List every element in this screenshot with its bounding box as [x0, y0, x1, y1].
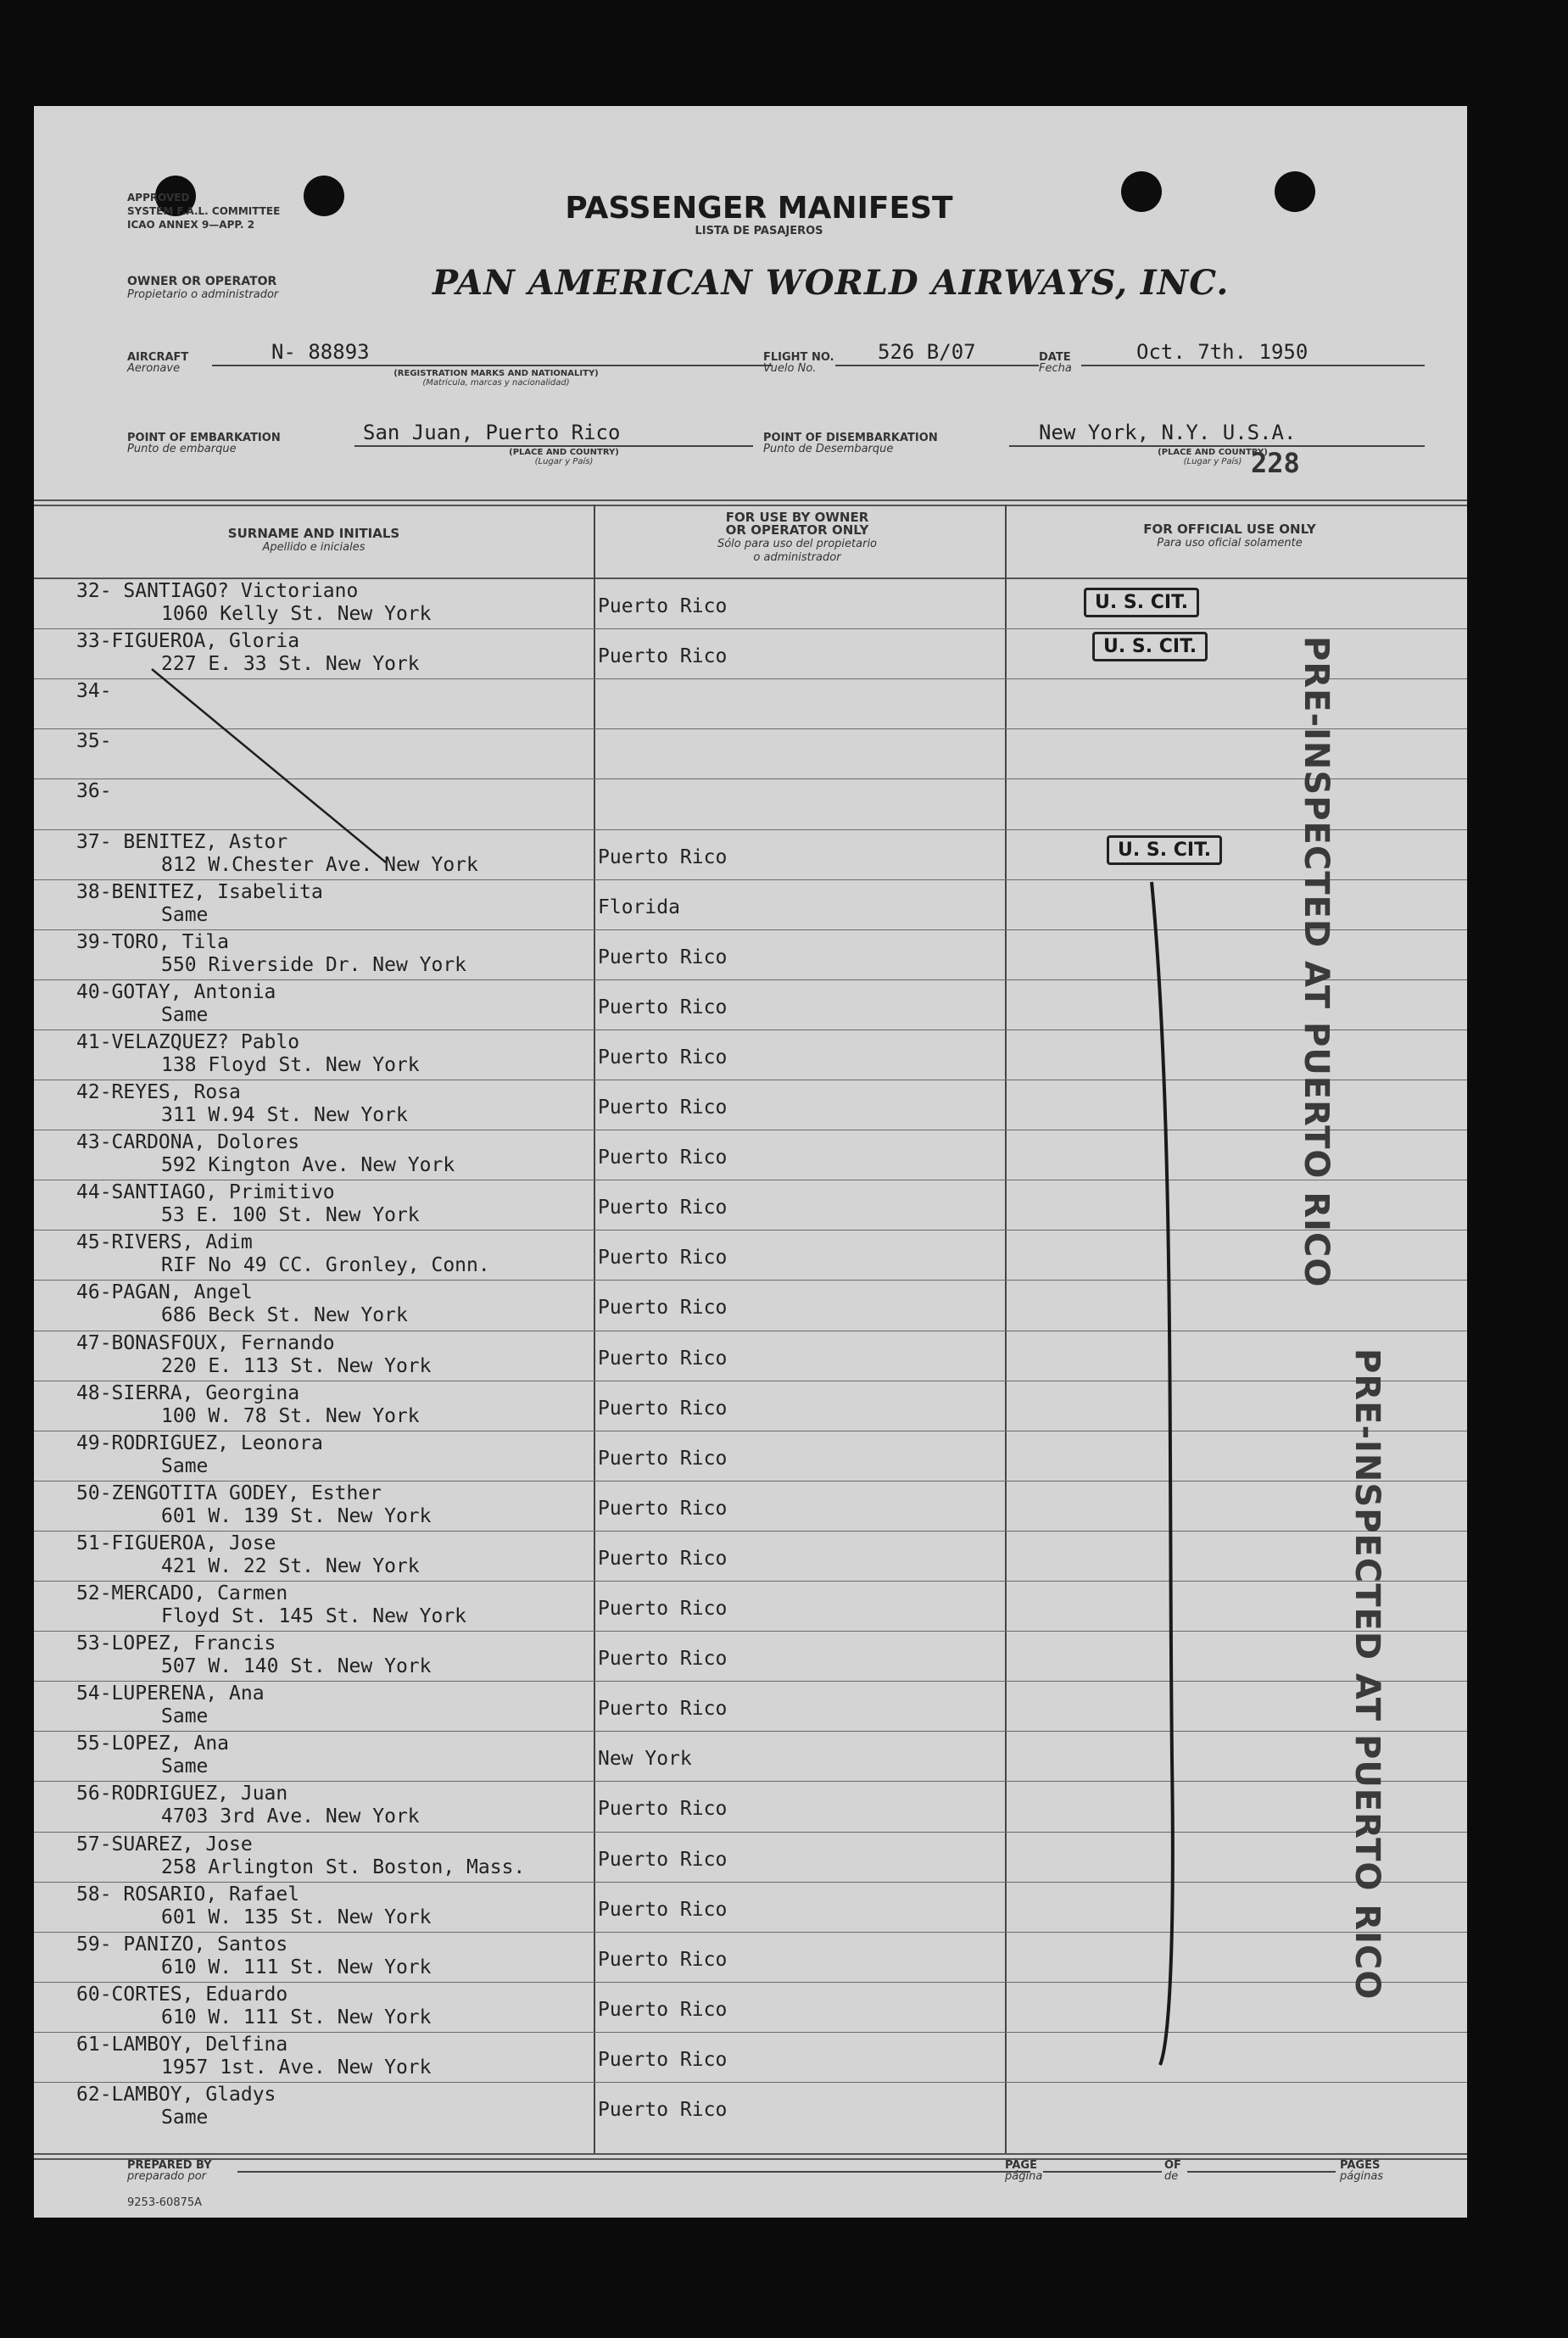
pages-label-en: PAGES	[1340, 2159, 1381, 2172]
passenger-destination: Puerto Rico	[598, 1247, 728, 1269]
passenger-address: Same	[161, 1705, 209, 1728]
approval-line: APPROVED	[127, 192, 190, 204]
passenger-row	[34, 1631, 1467, 1681]
passenger-name: 42-REYES, Rosa	[76, 1081, 241, 1103]
manifest-sheet	[34, 106, 1467, 2218]
page-label-en: PAGE	[1005, 2159, 1037, 2172]
page-title: PASSENGER MANIFEST	[565, 191, 953, 226]
passenger-name: 56-RODRIGUEZ, Juan	[76, 1783, 288, 1805]
passenger-row	[34, 929, 1467, 979]
embark-label	[127, 432, 281, 455]
passenger-destination: Puerto Rico	[598, 1046, 728, 1069]
registration-note-en: (REGISTRATION MARKS AND NATIONALITY)	[393, 369, 599, 378]
owner-use-line: OR OPERATOR ONLY	[725, 522, 869, 538]
passenger-address: 220 E. 113 St. New York	[161, 1354, 432, 1377]
owner-use-line: FOR USE BY OWNER	[725, 510, 869, 525]
owner-label	[127, 276, 278, 301]
passenger-destination: Puerto Rico	[598, 1197, 728, 1219]
date-label-en: DATE	[1039, 351, 1071, 364]
passenger-destination: Puerto Rico	[598, 1447, 728, 1470]
page-subtitle: LISTA DE PASAJEROS	[695, 225, 823, 237]
passenger-name: 45-RIVERS, Adim	[76, 1231, 253, 1254]
passenger-address: RIF No 49 CC. Gronley, Conn.	[161, 1254, 490, 1277]
embark-value: San Juan, Puerto Rico	[363, 421, 621, 444]
surname-header-en: SURNAME AND INITIALS	[227, 526, 400, 541]
passenger-destination: Puerto Rico	[598, 1297, 728, 1320]
us-cit-stamp: U. S. CIT.	[1084, 588, 1199, 617]
table-bottom-rule	[34, 2158, 1467, 2160]
passenger-destination: Puerto Rico	[598, 1848, 728, 1871]
passenger-destination: Puerto Rico	[598, 645, 728, 668]
disembark-underline	[1009, 445, 1425, 447]
passenger-address: Same	[161, 1755, 209, 1778]
passenger-destination: Puerto Rico	[598, 2048, 728, 2071]
registration-note	[343, 369, 649, 388]
blank-rows-strike-line	[148, 666, 403, 869]
date-label-es: Fecha	[1039, 362, 1072, 375]
passenger-address: 610 W. 111 St. New York	[161, 2006, 432, 2028]
passenger-destination: Puerto Rico	[598, 595, 728, 617]
passenger-destination: Puerto Rico	[598, 946, 728, 968]
owner-label-en: OWNER OR OPERATOR	[127, 275, 277, 288]
passenger-address: 507 W. 140 St. New York	[161, 1655, 432, 1678]
passenger-address: 258 Arlington St. Boston, Mass.	[161, 1855, 526, 1878]
punch-hole	[1121, 171, 1162, 212]
table-top-rule	[34, 499, 1467, 501]
surname-header-es: Apellido e iniciales	[262, 541, 365, 554]
passenger-row	[34, 1781, 1467, 1831]
us-cit-stamp: U. S. CIT.	[1107, 835, 1222, 865]
official-header-en: FOR OFFICIAL USE ONLY	[1143, 522, 1316, 537]
passenger-address: 550 Riverside Dr. New York	[161, 953, 467, 976]
pages-label	[1340, 2160, 1383, 2182]
page-underline	[1043, 2171, 1162, 2173]
passenger-row	[34, 2082, 1467, 2132]
registration-note-es: (Matricula, marcas y nacionalidad)	[422, 378, 570, 388]
passenger-name: 62-LAMBOY, Gladys	[76, 2084, 276, 2106]
official-header-es: Para uso oficial solamente	[1157, 537, 1303, 550]
passenger-address: 138 Floyd St. New York	[161, 1053, 420, 1076]
flight-label-es: Vuelo No.	[763, 362, 817, 375]
passenger-destination: Puerto Rico	[598, 1547, 728, 1570]
passenger-destination: Puerto Rico	[598, 1998, 728, 2021]
passenger-name: 32- SANTIAGO? Victoriano	[76, 580, 359, 602]
passenger-name: 55-LOPEZ, Ana	[76, 1733, 230, 1755]
embark-label-es: Punto de embarque	[127, 443, 237, 455]
passenger-destination: Puerto Rico	[598, 1397, 728, 1420]
passenger-row	[34, 1331, 1467, 1381]
passenger-row	[34, 1882, 1467, 1932]
passenger-name: 59- PANIZO, Santos	[76, 1933, 288, 1956]
passenger-name: 38-BENITEZ, Isabelita	[76, 880, 323, 903]
passenger-row	[34, 2032, 1467, 2082]
passenger-name: 36-	[76, 780, 112, 803]
passenger-row	[34, 578, 1467, 628]
aircraft-label-es: Aeronave	[127, 362, 181, 375]
passenger-name: 50-ZENGOTITA GODEY, Esther	[76, 1481, 382, 1504]
passenger-address: 601 W. 139 St. New York	[161, 1504, 432, 1527]
date-value: Oct. 7th. 1950	[1136, 340, 1309, 364]
passenger-row	[34, 1932, 1467, 1982]
passenger-address: 1060 Kelly St. New York	[161, 603, 432, 625]
passenger-address: 812 W.Chester Ave. New York	[161, 853, 478, 876]
prepared-by-label	[127, 2160, 212, 2182]
passenger-name: 41-VELAZQUEZ? Pablo	[76, 1030, 300, 1053]
prepared-by-es: preparado por	[127, 2170, 207, 2183]
owner-use-column-header	[619, 511, 975, 564]
embark-label-en: POINT OF EMBARKATION	[127, 432, 281, 444]
table-bottom-rule	[34, 2153, 1467, 2155]
owner-use-es-line: Sólo para uso del propietario	[717, 538, 878, 550]
date-underline	[1081, 365, 1425, 366]
pre-inspected-stamp: PRE-INSPECTED AT PUERTO RICO	[1348, 1348, 1387, 2000]
passenger-name: 33-FIGUEROA, Gloria	[76, 630, 300, 653]
aircraft-value: N- 88893	[271, 340, 370, 364]
passenger-address: Same	[161, 1454, 209, 1477]
date-label	[1039, 352, 1072, 374]
passenger-destination: Puerto Rico	[598, 1798, 728, 1821]
page-mark: 228	[1251, 447, 1300, 479]
passenger-destination: Puerto Rico	[598, 2099, 728, 2121]
passenger-row	[34, 1982, 1467, 2032]
passenger-name: 61-LAMBOY, Delfina	[76, 2033, 288, 2056]
passenger-name: 49-RODRIGUEZ, Leonora	[76, 1431, 323, 1454]
passenger-address: 1957 1st. Ave. New York	[161, 2056, 432, 2079]
form-number: 9253-60875A	[127, 2196, 203, 2209]
passenger-address: 53 E. 100 St. New York	[161, 1204, 420, 1227]
embark-place-note	[479, 448, 649, 466]
owner-label-es: Propietario o administrador	[127, 288, 279, 301]
prepared-by-en: PREPARED BY	[127, 2159, 212, 2172]
flight-label	[763, 352, 834, 374]
flight-label-en: FLIGHT NO.	[763, 351, 834, 364]
approval-line: SYSTEM F.A.L. COMMITTEE	[127, 205, 281, 217]
passenger-row	[34, 1030, 1467, 1080]
passenger-row	[34, 879, 1467, 929]
passenger-address: Floyd St. 145 St. New York	[161, 1605, 467, 1627]
passenger-name: 39-TORO, Tila	[76, 930, 230, 953]
passenger-row	[34, 1681, 1467, 1731]
passenger-destination: Puerto Rico	[598, 1497, 728, 1520]
passenger-row	[34, 1581, 1467, 1631]
passenger-name: 40-GOTAY, Antonia	[76, 980, 276, 1003]
passenger-address: 227 E. 33 St. New York	[161, 653, 420, 676]
airline-name: PAN AMERICAN WORLD AIRWAYS, INC.	[432, 263, 1230, 303]
passenger-address: 4703 3rd Ave. New York	[161, 1805, 420, 1828]
disembark-label	[763, 432, 938, 455]
passenger-row	[34, 1130, 1467, 1180]
aircraft-label-en: AIRCRAFT	[127, 351, 189, 364]
passenger-destination: New York	[598, 1748, 692, 1771]
place-note-en: (PLACE AND COUNTRY)	[509, 448, 619, 457]
passenger-address: Same	[161, 903, 209, 926]
passenger-address: 311 W.94 St. New York	[161, 1104, 408, 1126]
surname-column-header	[136, 527, 492, 554]
passenger-row	[34, 1180, 1467, 1230]
place-note-es: (Lugar y País)	[1183, 457, 1242, 466]
passenger-address: Same	[161, 1003, 209, 1026]
passenger-address: 601 W. 135 St. New York	[161, 1906, 432, 1928]
passenger-name: 44-SANTIAGO, Primitivo	[76, 1181, 335, 1204]
passenger-row	[34, 1431, 1467, 1481]
approval-line: ICAO ANNEX 9—APP. 2	[127, 219, 255, 231]
passenger-destination: Puerto Rico	[598, 1898, 728, 1921]
page-label-es: página	[1005, 2170, 1043, 2183]
passenger-row	[34, 1230, 1467, 1280]
passenger-name: 48-SIERRA, Georgina	[76, 1381, 300, 1404]
passenger-address: Same	[161, 2106, 209, 2129]
passenger-destination: Puerto Rico	[598, 996, 728, 1018]
passenger-name: 37- BENITEZ, Astor	[76, 830, 288, 853]
passenger-row	[34, 1481, 1467, 1531]
passenger-destination: Florida	[598, 896, 680, 918]
passenger-address: 610 W. 111 St. New York	[161, 1956, 432, 1978]
passenger-address: 686 Beck St. New York	[161, 1304, 408, 1327]
place-note-en: (PLACE AND COUNTRY)	[1158, 448, 1268, 457]
punch-hole	[304, 176, 344, 216]
passenger-row	[34, 1832, 1467, 1882]
passenger-name: 34-	[76, 680, 112, 703]
prepared-by-underline	[237, 2171, 1030, 2173]
passenger-destination: Puerto Rico	[598, 1598, 728, 1620]
passenger-name: 43-CARDONA, Dolores	[76, 1131, 300, 1154]
of-label-en: OF	[1164, 2159, 1181, 2172]
table-top-rule	[34, 505, 1467, 506]
passenger-destination: Puerto Rico	[598, 1648, 728, 1671]
pre-inspected-stamp: PRE-INSPECTED AT PUERTO RICO	[1297, 636, 1336, 1288]
disembark-value: New York, N.Y. U.S.A.	[1039, 421, 1297, 444]
passenger-destination: Puerto Rico	[598, 1698, 728, 1721]
punch-hole	[1275, 171, 1315, 212]
flight-value: 526 B/07	[878, 340, 976, 364]
passenger-row	[34, 1731, 1467, 1781]
passenger-row	[34, 1280, 1467, 1330]
flight-underline	[835, 365, 1039, 366]
passenger-name: 35-	[76, 730, 112, 753]
approval-block	[127, 191, 280, 232]
ditto-bracket-line	[1136, 869, 1238, 2090]
passenger-row	[34, 1531, 1467, 1581]
disembark-label-en: POINT OF DISEMBARKATION	[763, 432, 938, 444]
aircraft-label	[127, 352, 188, 374]
passenger-destination: Puerto Rico	[598, 1096, 728, 1119]
passenger-name: 60-CORTES, Eduardo	[76, 1983, 288, 2006]
passenger-name: 52-MERCADO, Carmen	[76, 1582, 288, 1604]
passenger-name: 58- ROSARIO, Rafael	[76, 1883, 300, 1906]
passenger-destination: Puerto Rico	[598, 1347, 728, 1370]
passenger-address: 592 Kington Ave. New York	[161, 1154, 455, 1177]
place-note-es: (Lugar y País)	[534, 457, 594, 466]
passenger-name: 47-BONASFOUX, Fernando	[76, 1331, 335, 1354]
passenger-address: 100 W. 78 St. New York	[161, 1404, 420, 1427]
passenger-name: 57-SUAREZ, Jose	[76, 1833, 253, 1855]
pages-label-es: páginas	[1340, 2170, 1384, 2183]
of-label	[1164, 2160, 1181, 2182]
passenger-name: 54-LUPERENA, Ana	[76, 1682, 265, 1705]
page-label	[1005, 2160, 1042, 2182]
official-column-header	[1043, 523, 1416, 550]
owner-use-es-line: o administrador	[753, 551, 841, 564]
of-label-es: de	[1164, 2170, 1179, 2183]
passenger-destination: Puerto Rico	[598, 845, 728, 868]
disembark-label-es: Punto de Desembarque	[763, 443, 894, 455]
aircraft-underline	[212, 365, 772, 366]
passenger-name: 46-PAGAN, Angel	[76, 1281, 253, 1304]
passenger-address: 421 W. 22 St. New York	[161, 1554, 420, 1577]
us-cit-stamp: U. S. CIT.	[1092, 632, 1208, 661]
of-underline	[1187, 2171, 1336, 2173]
passenger-name: 51-FIGUEROA, Jose	[76, 1532, 276, 1554]
passenger-row	[34, 979, 1467, 1030]
passenger-row	[34, 1080, 1467, 1130]
passenger-destination: Puerto Rico	[598, 1147, 728, 1169]
passenger-row	[34, 1381, 1467, 1431]
passenger-name: 53-LOPEZ, Francis	[76, 1632, 276, 1655]
embark-underline	[354, 445, 753, 447]
passenger-destination: Puerto Rico	[598, 1948, 728, 1971]
